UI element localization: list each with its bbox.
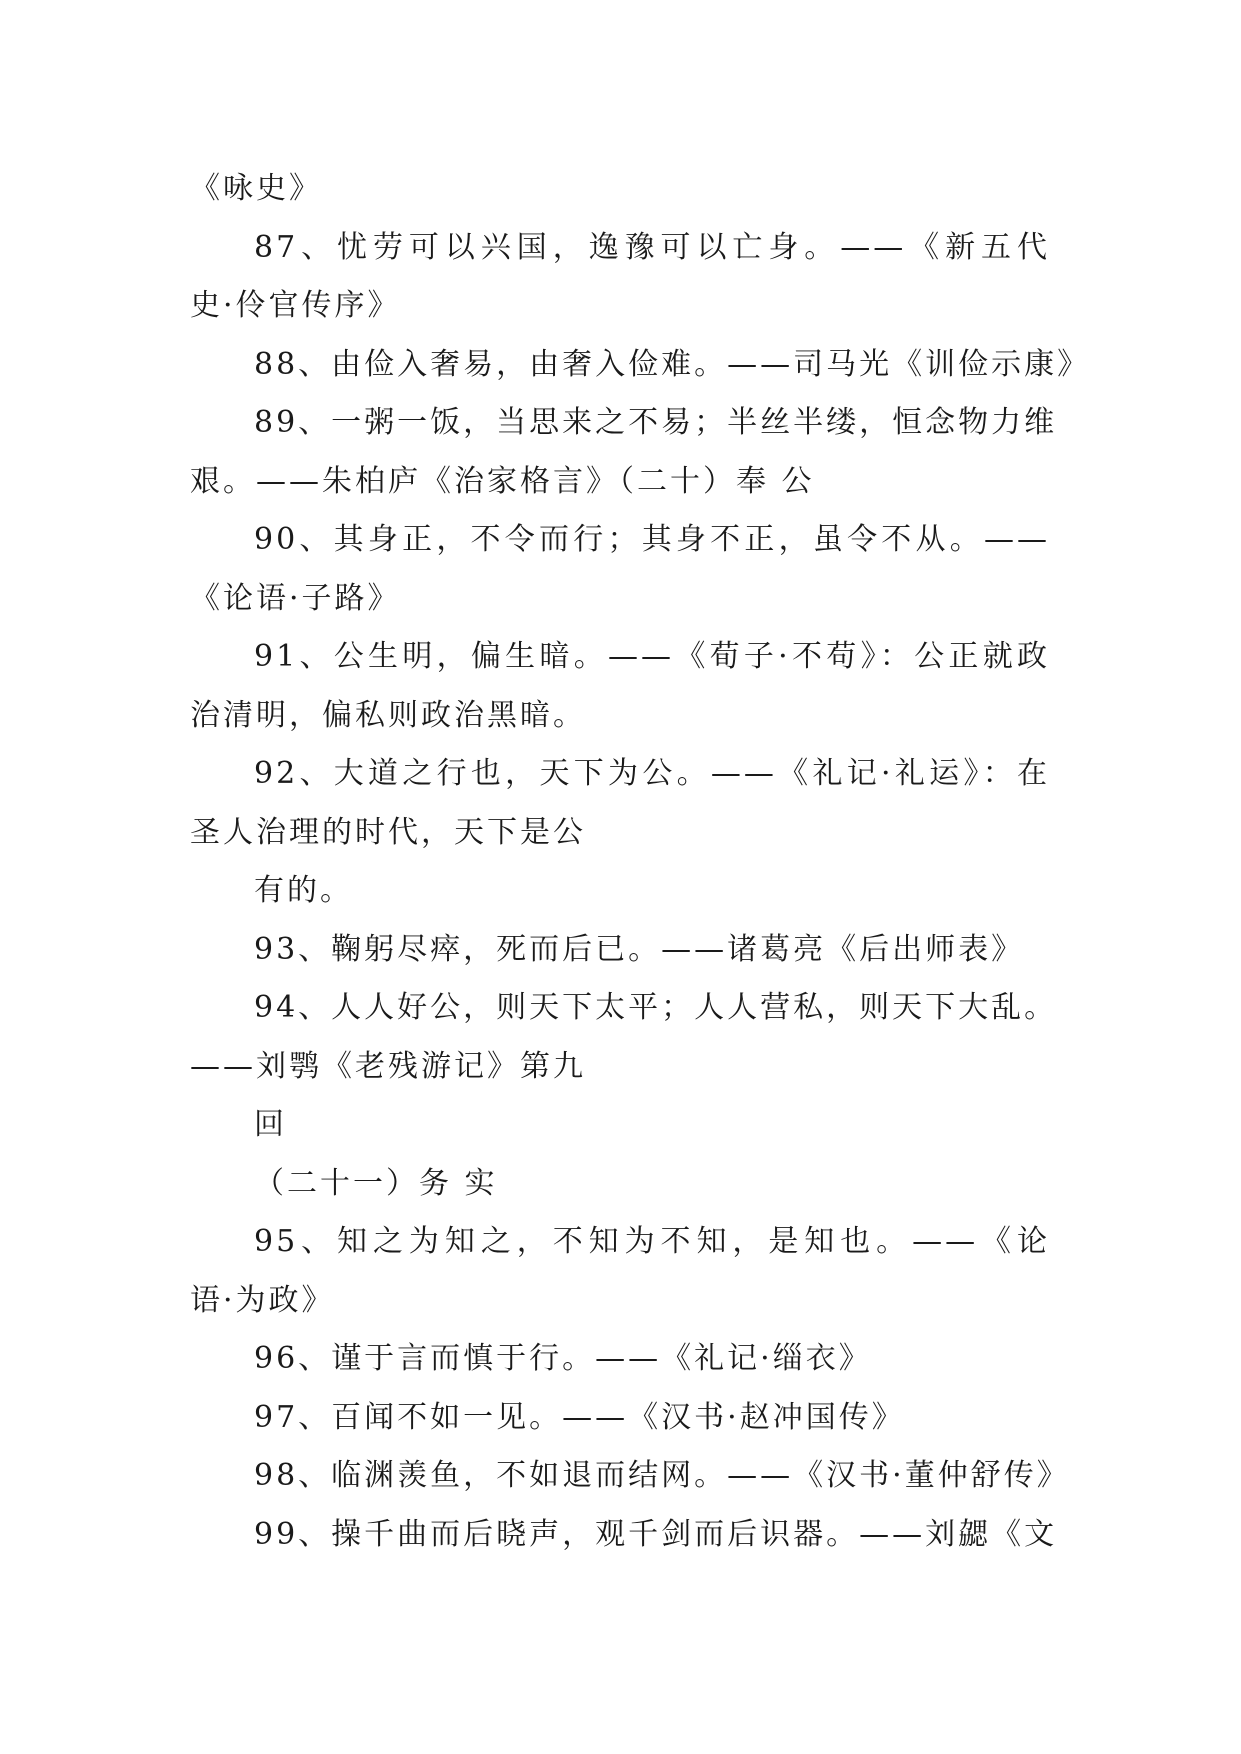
- text-line: 回: [254, 1107, 287, 1142]
- text-line: 89、一粥一饭，当思来之不易；半丝半缕，恒念物力维: [254, 405, 1058, 440]
- text-line: 88、由俭入奢易，由奢入俭难。——司马光《训俭示康》: [254, 346, 1091, 382]
- text-line: 史·伶官传序》: [190, 288, 401, 323]
- text-line: 《论语·子路》: [190, 580, 401, 616]
- text-line: 91、公生明，偏生暗。——《荀子·不苟》：公正就政: [254, 639, 1050, 674]
- text-line: 语·为政》: [190, 1282, 335, 1318]
- text-line: ——刘鹗《老残游记》第九: [190, 1048, 586, 1084]
- text-line: 《咏史》: [190, 171, 322, 206]
- section-heading: （二十一）务 实: [254, 1165, 498, 1201]
- text-line: 治清明，偏私则政治黑暗。: [190, 697, 586, 733]
- text-line: 94、人人好公，则天下太平；人人营私，则天下大乱。: [254, 990, 1058, 1025]
- text-line: 92、大道之行也，天下为公。——《礼记·礼运》：在: [254, 756, 1050, 791]
- text-body: [190, 160, 1091, 1564]
- text-line: 93、鞠躬尽瘁，死而后已。——诸葛亮《后出师表》: [254, 931, 1025, 967]
- text-line: 97、百闻不如一见。——《汉书·赵冲国传》: [254, 1399, 905, 1435]
- text-line: 87、忧劳可以兴国，逸豫可以亡身。——《新五代: [254, 229, 1050, 265]
- text-line: 艰。——朱柏庐《治家格言》（二十）奉 公: [190, 463, 815, 499]
- text-line: 圣人治理的时代，天下是公: [190, 814, 586, 850]
- text-line: 96、谨于言而慎于行。——《礼记·缁衣》: [254, 1341, 872, 1376]
- text-line: 95、知之为知之，不知为不知，是知也。——《论: [254, 1224, 1050, 1259]
- text-line: 90、其身正，不令而行；其身不正，虽令不从。——: [254, 522, 1050, 557]
- text-line: 99、操千曲而后晓声，观千剑而后识器。——刘勰《文: [254, 1516, 1058, 1552]
- text-line: 98、临渊羡鱼，不如退而结网。——《汉书·董仲舒传》: [254, 1458, 1070, 1493]
- text-line: 有的。: [254, 873, 353, 908]
